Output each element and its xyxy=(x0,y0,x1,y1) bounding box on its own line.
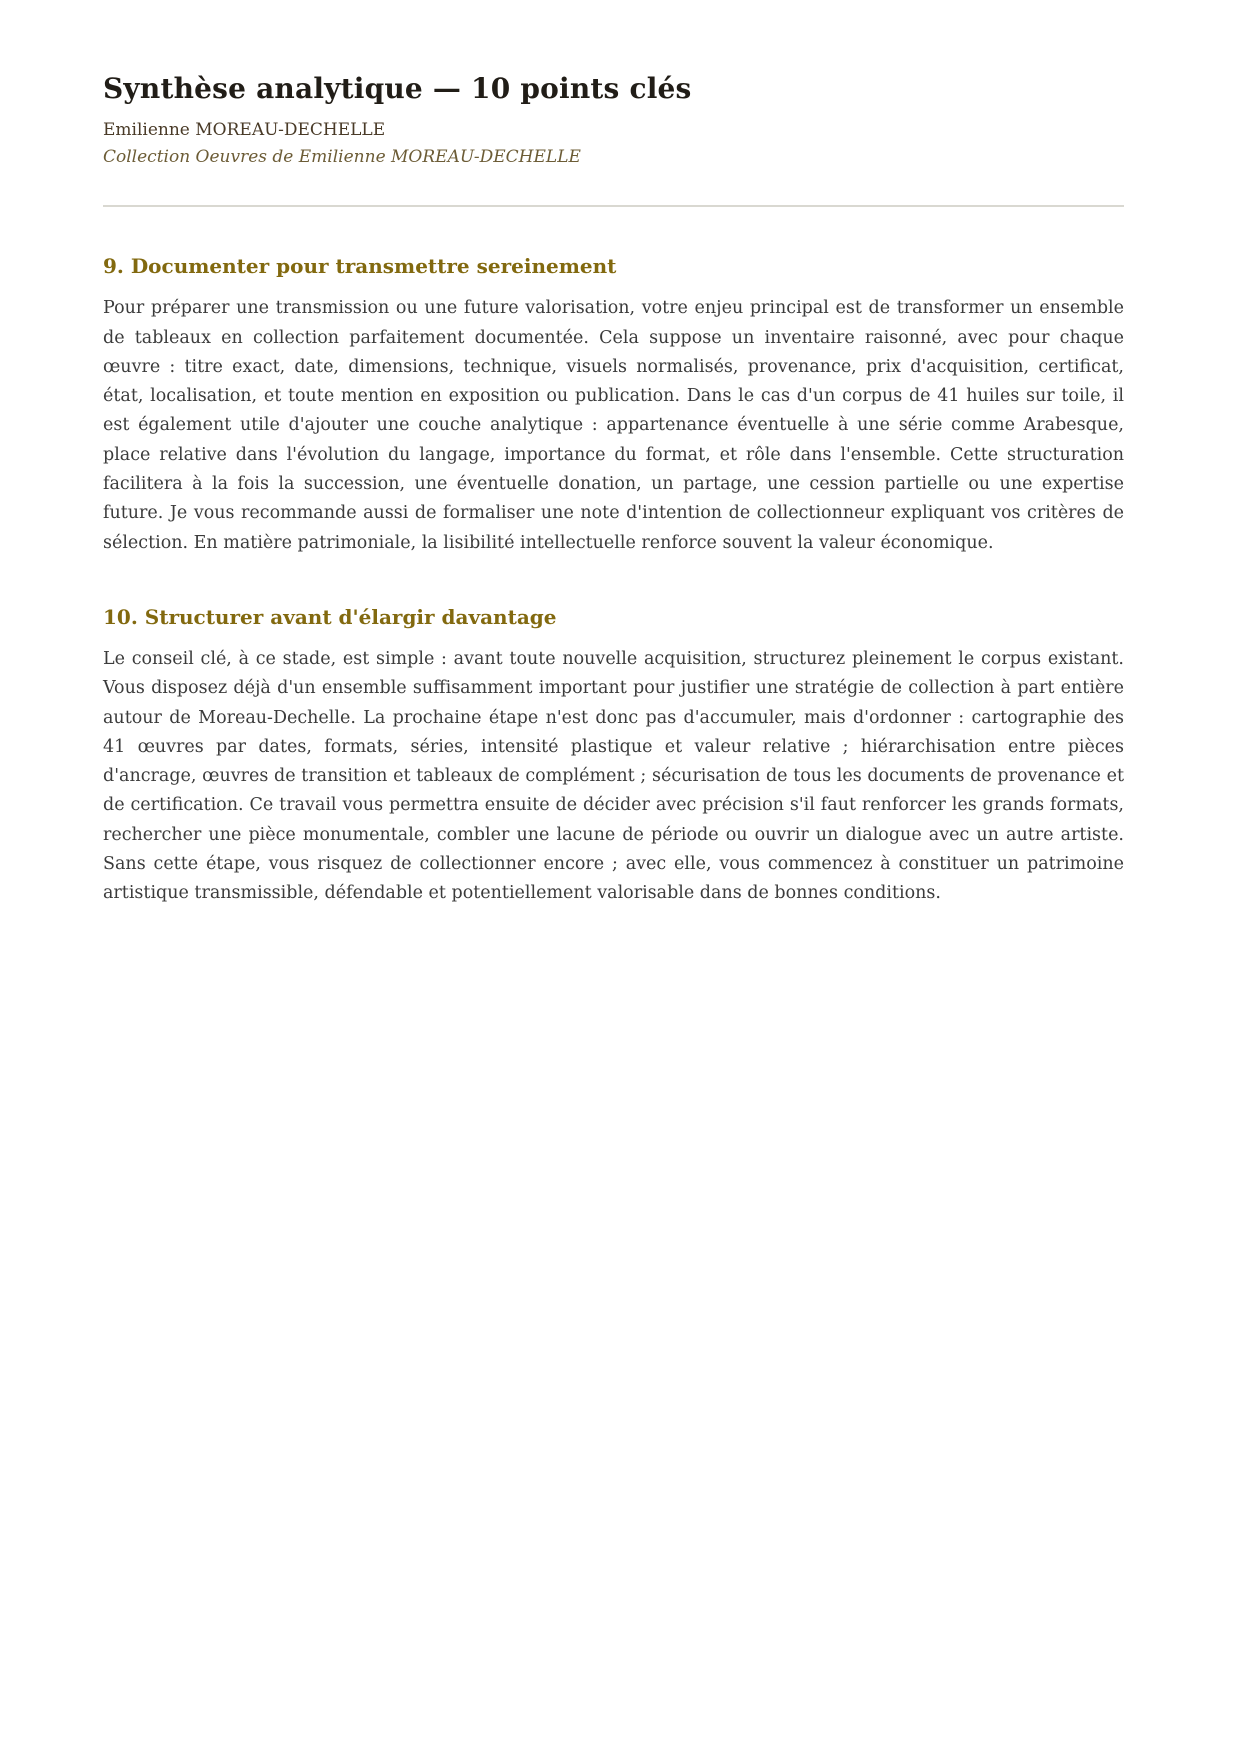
collection-line: Collection Oeuvres de Emilienne MOREAU-DECHELLE xyxy=(103,147,581,168)
section-9 xyxy=(103,253,1124,558)
section-9-body: Pour préparer une transmission ou une future valorisation, votre enjeu principal est de transformer un ensemble de tableaux en collection parfaitement documentée. Cela suppose un inventaire raisonné, avec pour chaque œuvre : titre exact, date, dimensions, technique, visuels normalisés, provenance, prix d'acquisition, certificat, état, localisation, et toute mention en exposition ou publication. Dans le cas d'un corpus de 41 huiles sur toile, il est également utile d'ajouter une couche analytique : appartenance éventuelle à une série comme Arabesque, place relative dans l'évolution du langage, importance du format, et rôle dans l'ensemble. Cette structuration facilitera à la fois la succession, une éventuelle donation, un partage, une cession partielle ou une expertise future. Je vous recommande aussi de formaliser une note d'intention de collectionneur expliquant vos critères de sélection. En matière patrimoniale, la lisibilité intellectuelle renforce souvent la valeur économique. xyxy=(103,298,1124,553)
section-10-heading: 10. Structurer avant d'élargir davantage xyxy=(103,604,557,629)
header-divider xyxy=(103,205,1124,207)
section-10 xyxy=(103,604,1124,909)
page-title: Synthèse analytique — 10 points clés xyxy=(103,72,692,105)
author-line: Emilienne MOREAU-DECHELLE xyxy=(103,120,386,141)
section-9-heading: 9. Documenter pour transmettre sereinement xyxy=(103,254,617,279)
document-header xyxy=(103,71,1124,169)
section-10-body: Le conseil clé, à ce stade, est simple : avant toute nouvelle acquisition, structurez pleinement le corpus existant. Vous disposez déjà d'un ensemble suffisamment important pour justifier une stratégie de collection à part entière autour de Moreau-Dechelle. La prochaine étape n'est donc pas d'accumuler, mais d'ordonner : cartographie des 41 œuvres par dates, formats, séries, intensité plastique et valeur relative ; hiérarchisation entre pièces d'ancrage, œuvres de transition et tableaux de complément ; sécurisation de tous les documents de provenance et de certification. Ce travail vous permettra ensuite de décider avec précision s'il faut renforcer les grands formats, rechercher une pièce monumentale, combler une lacune de période ou ouvrir un dialogue avec un autre artiste. Sans cette étape, vous risquez de collectionner encore ; avec elle, vous commencez à constituer un patrimoine artistique transmissible, défendable et potentiellement valorisable dans de bonnes conditions. xyxy=(103,648,1124,904)
